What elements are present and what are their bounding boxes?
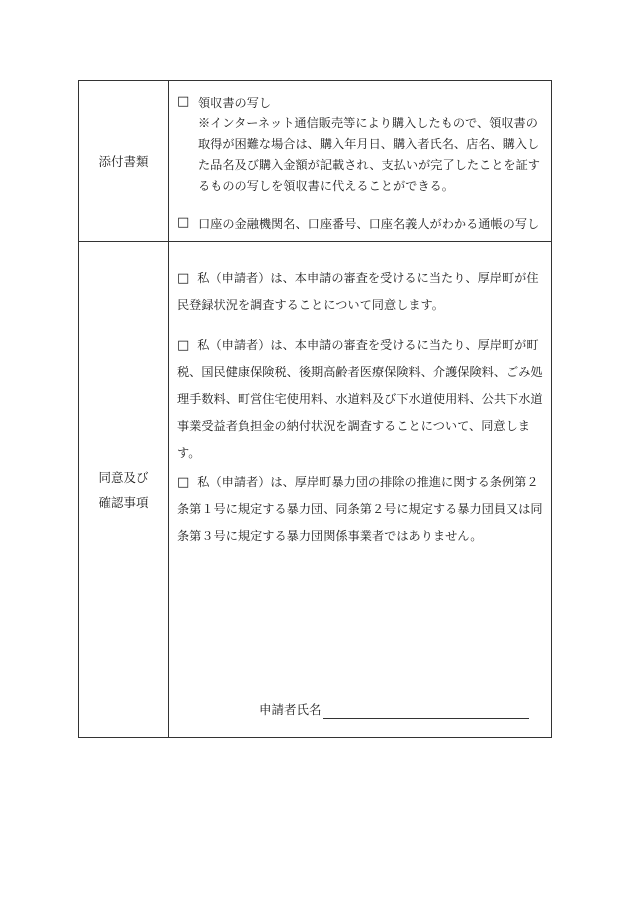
consent-content xyxy=(169,242,551,738)
consent-checkbox-1[interactable]: □ xyxy=(177,271,190,286)
consent-text-1: 私（申請者）は、本申請の審査を受けるに当たり、厚岸町が住民登録状況を調査することについて同意します。 xyxy=(177,271,539,312)
passbook-copy-text: 口座の金融機関名、口座番号、口座名義人がわかる通帳の写し xyxy=(198,217,540,231)
receipt-note: ※インターネット通信販売等により購入したもので、領収書の取得が困難な場合は、購入年月日、購入者氏名、店名、購入した品名及び購入金額が記載され、支払いが完了したことを証するものの写しを領収書に代えることができる。 xyxy=(198,116,540,193)
consent-checkbox-2[interactable]: □ xyxy=(177,338,190,353)
attachments-row xyxy=(79,81,551,242)
receipt-checkbox[interactable]: □ xyxy=(177,94,190,109)
attachments-label: 添付書類 xyxy=(79,81,169,241)
consent-item-antigang[interactable] xyxy=(177,469,545,550)
consent-label xyxy=(79,242,169,738)
consent-row xyxy=(79,242,551,738)
application-form-table xyxy=(78,80,552,738)
passbook-copy-item[interactable] xyxy=(177,215,545,232)
consent-text-3: 私（申請者）は、厚岸町暴力団の排除の推進に関する条例第２条第１号に規定する暴力団、同条第２号に規定する暴力団員又は同条第３号に規定する暴力団関係事業者ではありません。 xyxy=(177,475,543,543)
attachments-content xyxy=(169,81,551,241)
consent-label-line2: 確認事項 xyxy=(98,495,149,510)
consent-label-line1: 同意及び xyxy=(98,470,149,485)
consent-item-residence[interactable] xyxy=(177,265,545,319)
signature-label: 申請者氏名 xyxy=(259,702,322,717)
consent-checkbox-3[interactable]: □ xyxy=(177,475,190,490)
consent-text-2: 私（申請者）は、本申請の審査を受けるに当たり、厚岸町が町税、国民健康保険税、後期高齢者医療保険料、介護保険料、ごみ処理手数料、町営住宅使用料、水道料及び下水道使用料、公共下水道事業受益者負担金の納付状況を調査することについて、同意します。 xyxy=(177,338,543,460)
signature-line[interactable] xyxy=(323,718,529,719)
receipt-copy-text: 領収書の写し xyxy=(198,96,272,110)
receipt-copy-item[interactable] xyxy=(177,94,545,111)
passbook-checkbox[interactable]: □ xyxy=(177,215,190,230)
consent-item-payment[interactable] xyxy=(177,332,545,467)
